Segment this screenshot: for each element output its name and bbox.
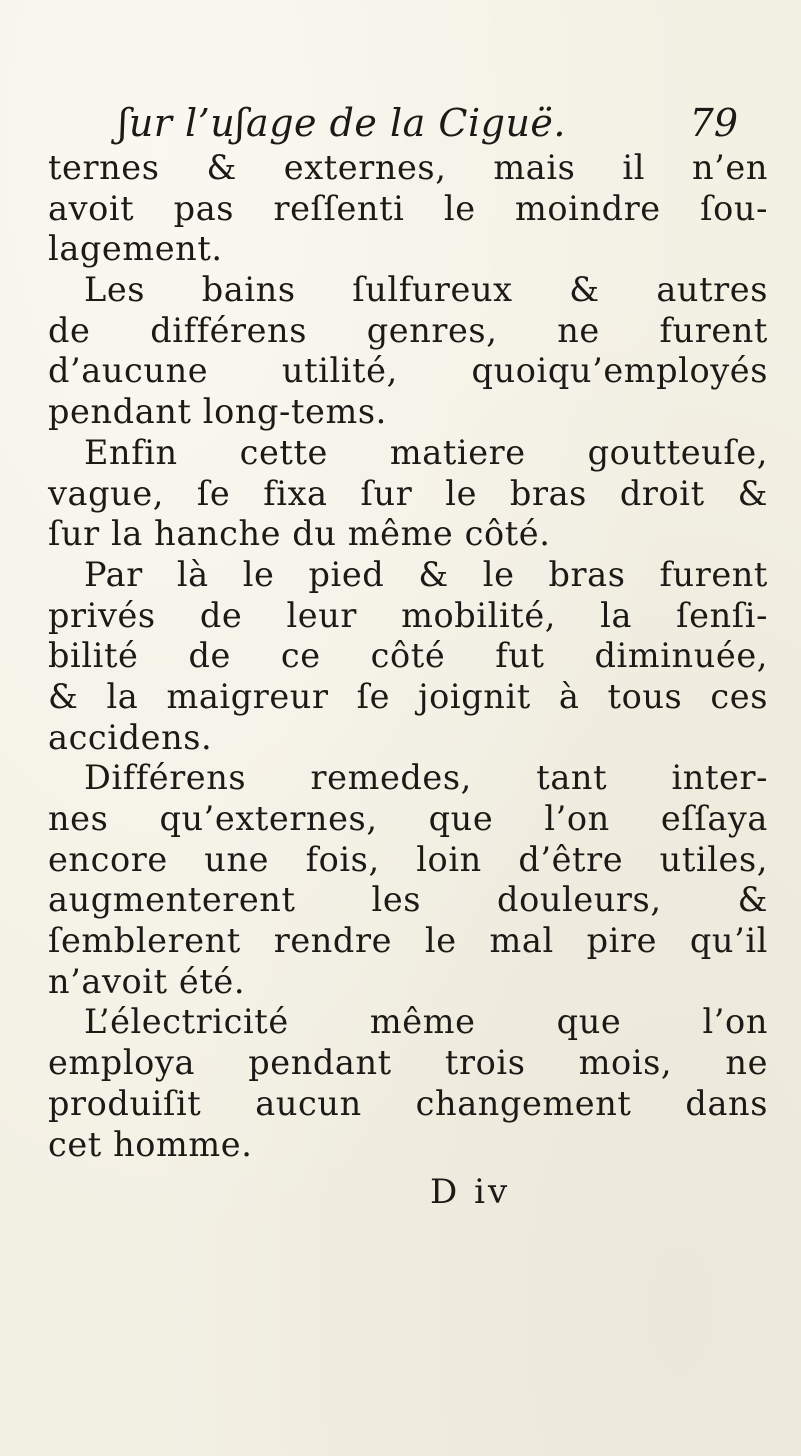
text-line: vague, ſe fixa ſur le bras droit &	[48, 473, 768, 513]
running-head	[118, 96, 738, 150]
paragraph-start-line: Par là le pied & le bras furent	[84, 554, 768, 594]
paragraph-start-line: L’électricité même que l’on	[84, 1002, 768, 1042]
text-line: cet homme.	[48, 1124, 253, 1164]
text-line: augmenterent les douleurs, &	[48, 880, 768, 920]
text-line: n’avoit été.	[48, 961, 246, 1001]
text-line: encore une fois, loin d’être utiles,	[48, 839, 768, 879]
paragraph-start-line: Différens remedes, tant inter-	[84, 758, 768, 798]
paragraph-start-line: Enfin cette matiere goutteuſe,	[84, 432, 768, 472]
text-line: produiſit aucun changement dans	[48, 1083, 768, 1123]
text-line: privés de leur mobilité, la ſenſi-	[48, 595, 768, 635]
text-line: & la maigreur ſe joignit à tous ces	[48, 676, 768, 716]
paragraph-start-line: Les bains ſulfureux & autres	[84, 270, 768, 310]
text-line: ſur la hanche du même côté.	[48, 514, 551, 554]
text-line: lagement.	[48, 229, 223, 269]
text-line: avoit pas reſſenti le moindre ſou-	[48, 188, 768, 228]
text-line: de différens genres, ne furent	[48, 310, 768, 350]
page-number: 79	[689, 101, 738, 145]
signature-mark: D iv	[430, 1172, 511, 1212]
text-line: bilité de ce côté fut diminuée,	[48, 636, 768, 676]
body-text	[48, 148, 768, 1165]
running-title: ʃur l’uʃage de la Ciguë.	[118, 101, 566, 145]
text-line: nes qu’externes, que l’on eſſaya	[48, 799, 768, 838]
text-line: employa pendant trois mois, ne	[48, 1043, 768, 1083]
text-line: d’aucune utilité, quoiqu’employés	[48, 351, 768, 391]
text-line: ſemblerent rendre le mal pire qu’il	[48, 921, 768, 961]
text-line: accidens.	[48, 717, 213, 757]
text-line: pendant long-tems.	[48, 392, 387, 432]
text-line: ternes & externes, mais il n’en	[48, 148, 768, 187]
